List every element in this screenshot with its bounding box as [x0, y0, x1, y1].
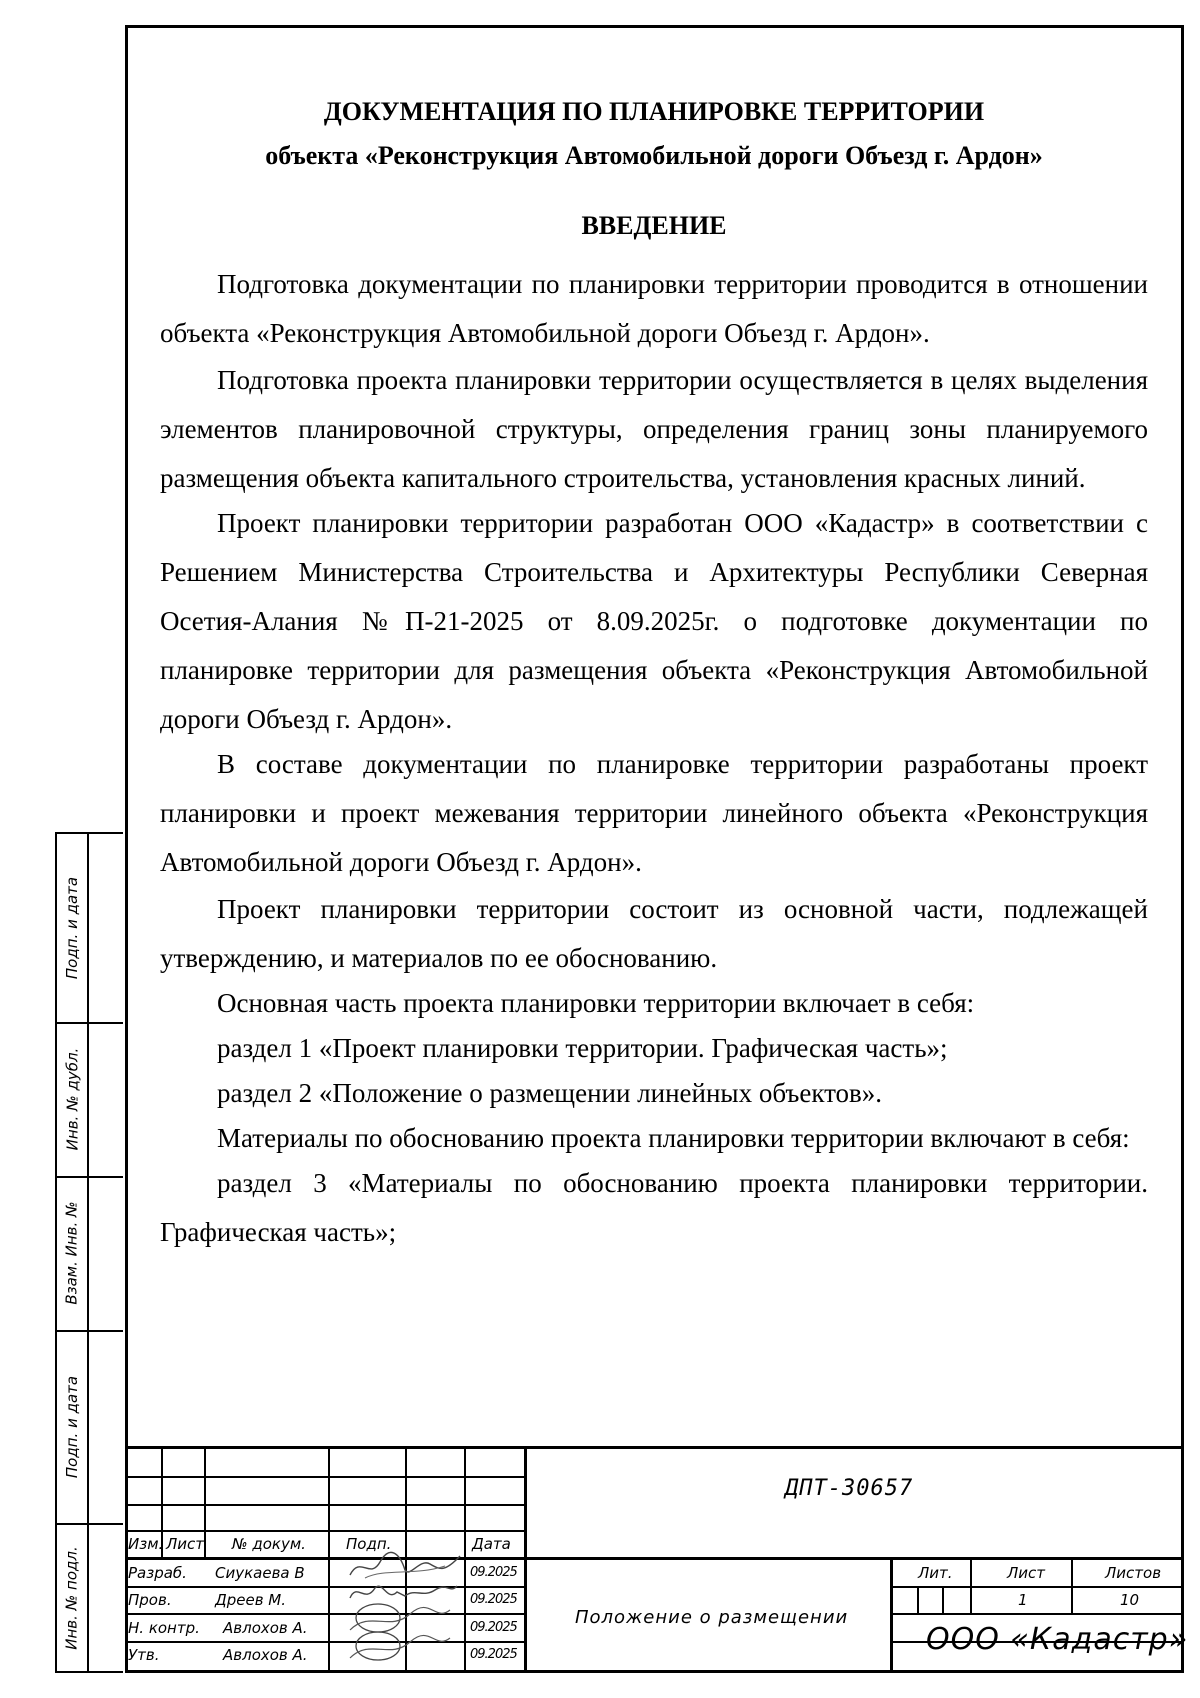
sheets-label: Листов: [1105, 1564, 1162, 1582]
sheet-value: 1: [1018, 1591, 1028, 1609]
sheets-value: 10: [1120, 1591, 1140, 1609]
name-razrab: Сиукаева В: [215, 1564, 305, 1582]
organization-name: ООО «Кадастр»: [926, 1622, 1189, 1657]
role-razrab: Разраб.: [128, 1564, 187, 1582]
role-prov: Пров.: [128, 1591, 172, 1609]
lit-label: Лит.: [918, 1564, 953, 1582]
side-stamp-divider: [87, 834, 89, 1671]
signature-utv: [340, 1628, 455, 1664]
document-subtitle: объекта «Реконструкция Автомобильной дороги Объезд г. Ардон»: [265, 141, 1043, 170]
side-label-inv-dubl: Инв. № дубл.: [63, 1047, 82, 1151]
header-list: Лист: [166, 1535, 205, 1553]
section-heading: ВВЕДЕНИЕ: [581, 211, 727, 240]
name-utv: Авлохов А.: [223, 1646, 308, 1664]
sheet-label: Лист: [1007, 1564, 1046, 1582]
role-utv: Утв.: [128, 1646, 160, 1664]
header-doc-no: № докум.: [232, 1535, 306, 1553]
paragraph-1: Подготовка документации по планировки территории проводится в отношении объекта «Реконструкция Автомобильной дороги Объезд г. Ардон».: [160, 269, 1148, 348]
header-date: Дата: [472, 1535, 511, 1553]
paragraph-2: Подготовка проекта планировки территории осуществляется в целях выделения элементов планировочной структуры, определения границ зоны планируемого размещения объекта капитального строительства, установления красных линий.: [160, 365, 1148, 493]
paragraph-8: раздел 2 «Положение о размещении линейных объектов».: [217, 1078, 883, 1108]
name-n-kontr: Авлохов А.: [223, 1619, 308, 1637]
side-label-podp-data-2: Подп. и дата: [63, 1375, 81, 1478]
side-label-inv-podl: Инв. № подл.: [63, 1546, 82, 1650]
paragraph-10: раздел 3 «Материалы по обоснованию проекта планировки территории. Графическая часть»;: [160, 1168, 1148, 1247]
date-utv: 09.2025: [470, 1647, 517, 1662]
paragraph-5: Проект планировки территории состоит из основной части, подлежащей утверждению, и материалов по ее обоснованию.: [160, 894, 1148, 973]
date-razrab: 09.2025: [470, 1565, 517, 1580]
paragraph-4: В составе документации по планировке территории разработаны проект планировки и проект межевания территории линейного объекта «Реконструкция Автомобильной дороги Объезд г. Ардон».: [160, 749, 1148, 877]
paragraph-7: раздел 1 «Проект планировки территории. Графическая часть»;: [217, 1033, 948, 1063]
name-prov: Дреев М.: [215, 1591, 287, 1609]
header-podp: Подп.: [346, 1535, 392, 1553]
paragraph-6: Основная часть проекта планировки территории включает в себя:: [217, 988, 975, 1018]
side-stamp: [55, 832, 123, 1673]
date-n-kontr: 09.2025: [470, 1620, 517, 1635]
side-label-vzam-inv: Взам. Инв. №: [63, 1201, 82, 1305]
paragraph-9: Материалы по обоснованию проекта планировки территории включают в себя:: [217, 1123, 1130, 1153]
title-block-doc-title: Положение о размещении: [575, 1607, 849, 1628]
side-label-podp-data: Подп. и дата: [63, 876, 81, 980]
document-body: [160, 90, 1148, 1257]
header-izm: Изм.: [128, 1535, 164, 1553]
role-n-kontr: Н. контр.: [128, 1619, 200, 1637]
paragraph-3: Проект планировки территории разработан ООО «Кадастр» в соответствии с Решением Министерства Строительства и Архитектуры Республики Северная Осетия-Алания №П-21-2025 от 8.09.2025г. о подготовке документации по планировке территории для размещения объекта «Реконструкция Автомобильной дороги Объезд г. Ардон».: [160, 508, 1148, 734]
date-prov: 09.2025: [470, 1592, 517, 1607]
document-title: ДОКУМЕНТАЦИЯ ПО ПЛАНИРОВКЕ ТЕРРИТОРИИ: [323, 97, 985, 126]
document-code: ДПТ-30657: [785, 1476, 914, 1501]
